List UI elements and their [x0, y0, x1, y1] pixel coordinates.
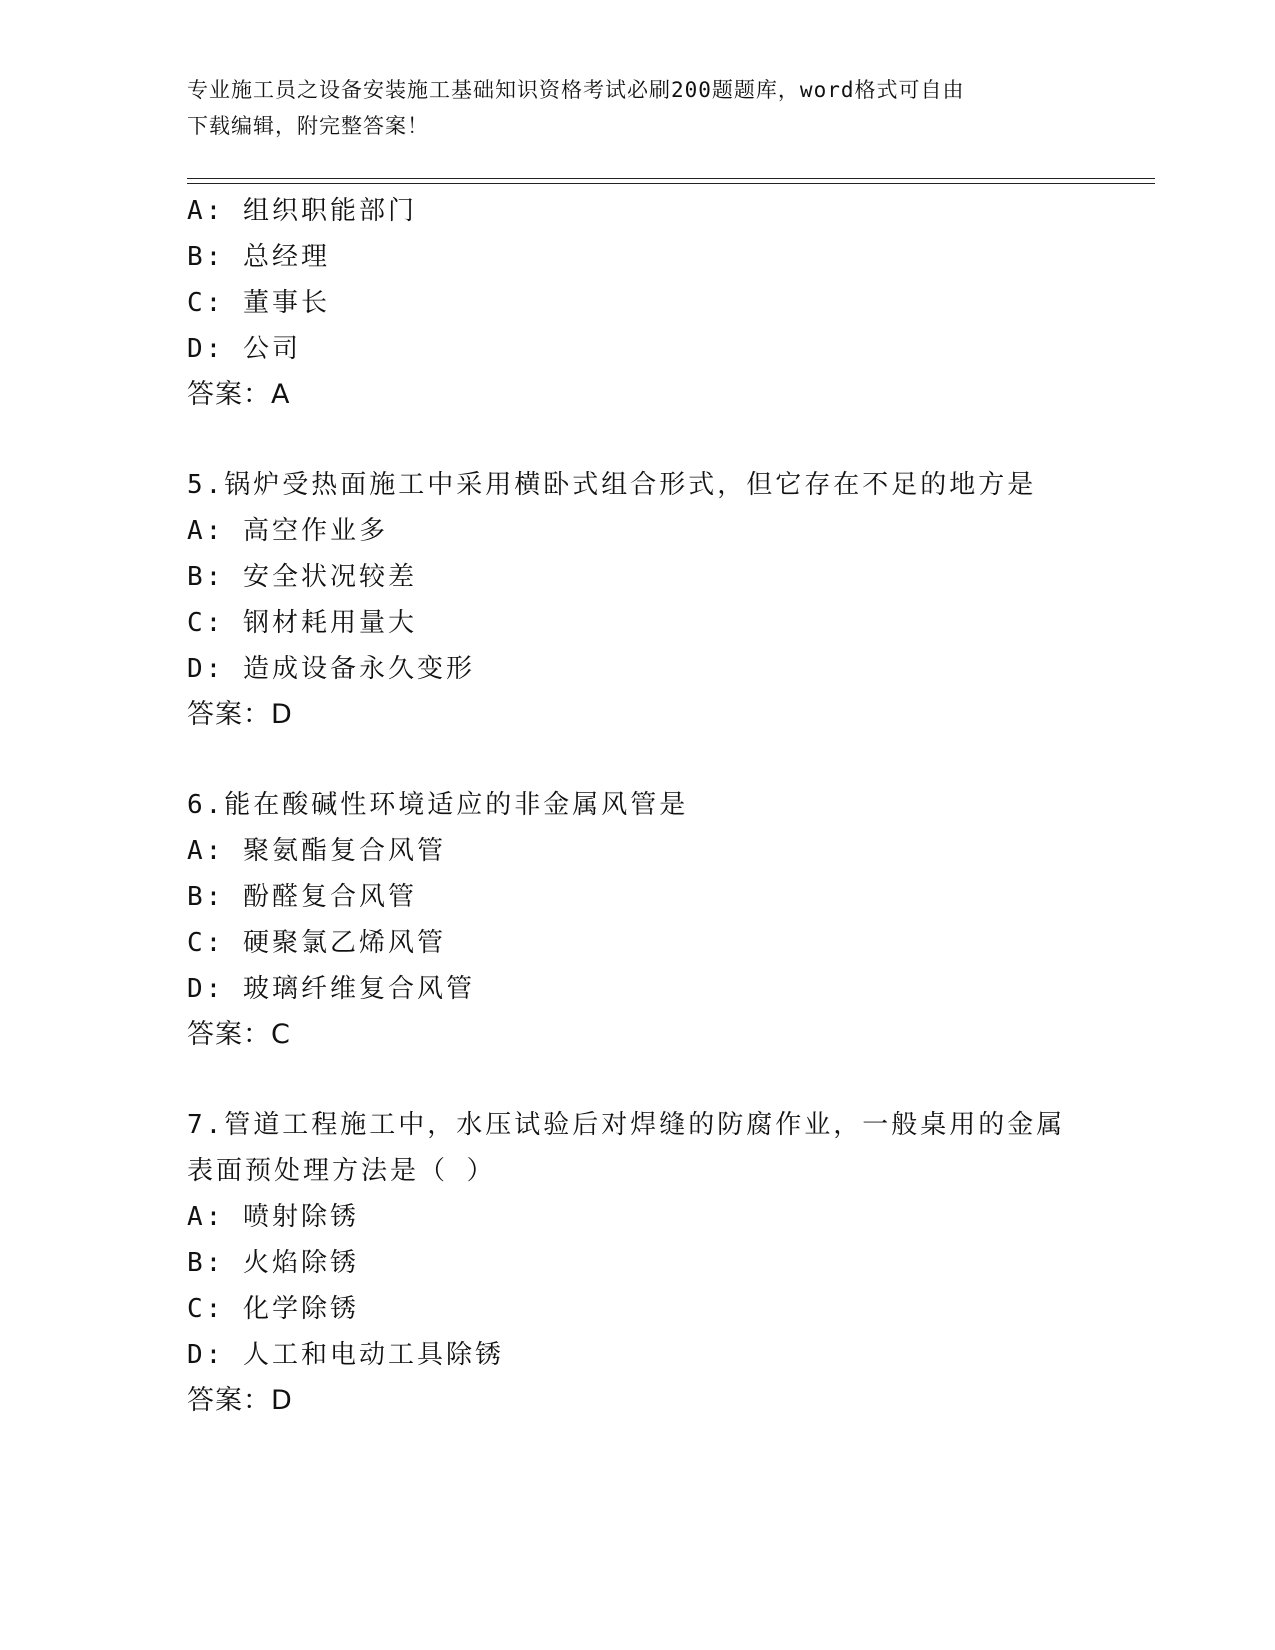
answer: 答案：C	[187, 1019, 291, 1050]
question-5	[187, 462, 1147, 738]
question-4	[187, 188, 1147, 418]
option-a: A: 喷射除锈	[187, 1202, 359, 1232]
option-c: C: 董事长	[187, 288, 330, 318]
header-line-1: 专业施工员之设备安装施工基础知识资格考试必刷200题题库，word格式可自由	[187, 78, 965, 102]
header-divider-bottom	[187, 183, 1155, 184]
option-c: C: 化学除锈	[187, 1294, 359, 1324]
spacer	[187, 1058, 1147, 1102]
option-a: A: 组织职能部门	[187, 196, 417, 226]
question-7	[187, 1102, 1147, 1424]
option-b: B: 酚醛复合风管	[187, 882, 417, 912]
spacer	[187, 418, 1147, 462]
option-d: D: 玻璃纤维复合风管	[187, 974, 475, 1004]
option-a: A: 高空作业多	[187, 516, 388, 546]
option-b: B: 总经理	[187, 242, 330, 272]
option-d: D: 造成设备永久变形	[187, 654, 475, 684]
answer: 答案：D	[187, 1385, 293, 1416]
option-c: C: 钢材耗用量大	[187, 608, 417, 638]
question-6	[187, 782, 1147, 1058]
spacer	[187, 738, 1147, 782]
option-c: C: 硬聚氯乙烯风管	[187, 928, 446, 958]
option-a: A: 聚氨酯复合风管	[187, 836, 446, 866]
question-stem-line-1: 7.管道工程施工中，水压试验后对焊缝的防腐作业，一般桌用的金属	[187, 1110, 1066, 1140]
header-line-2: 下载编辑，附完整答案！	[187, 114, 429, 138]
answer: 答案：A	[187, 379, 291, 410]
question-stem: 5.锅炉受热面施工中采用横卧式组合形式，但它存在不足的地方是	[187, 470, 1037, 500]
header-divider-top	[187, 178, 1155, 179]
document-header	[187, 72, 1067, 144]
option-d: D: 人工和电动工具除锈	[187, 1340, 504, 1370]
option-b: B: 安全状况较差	[187, 562, 417, 592]
question-stem: 6.能在酸碱性环境适应的非金属风管是	[187, 790, 689, 820]
option-b: B: 火焰除锈	[187, 1248, 359, 1278]
question-list	[187, 188, 1147, 1424]
option-d: D: 公司	[187, 334, 301, 364]
question-stem-line-2: 表面预处理方法是（ ）	[187, 1156, 496, 1186]
answer: 答案：D	[187, 699, 293, 730]
